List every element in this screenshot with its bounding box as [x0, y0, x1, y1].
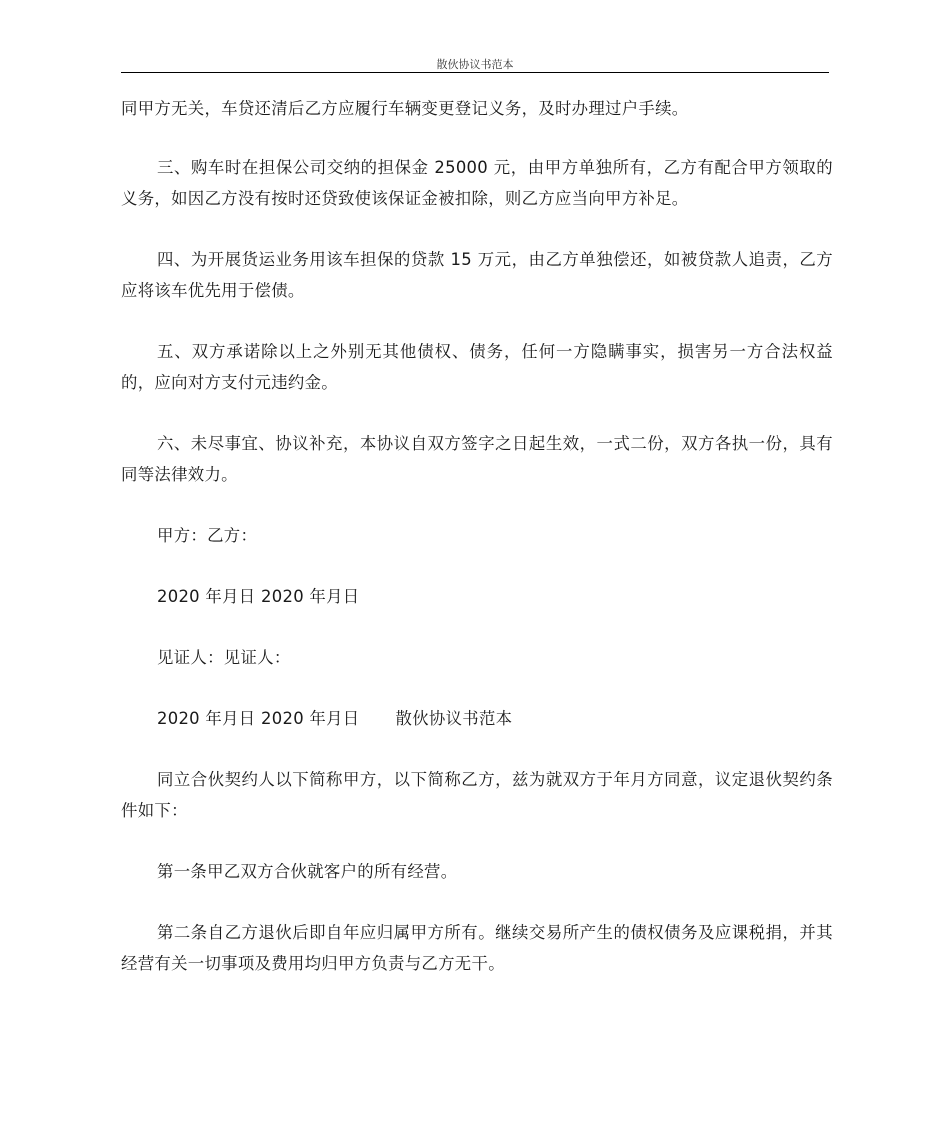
- paragraph-continued: 同甲方无关，车贷还清后乙方应履行车辆变更登记义务，及时办理过户手续。: [121, 99, 689, 118]
- witness-dates-and-title: [121, 703, 833, 734]
- witness-line: 见证人：见证人：: [157, 648, 291, 667]
- second-document-title: 散伙协议书范本: [395, 709, 513, 728]
- page-header-title: 散伙协议书范本: [436, 58, 514, 71]
- article-1: 第一条甲乙双方合伙就客户的所有经营。: [157, 862, 458, 881]
- clause-5: 五、双方承诺除以上之外别无其他债权、债务，任何一方隐瞒事实，损害另一方合法权益的，应向对方支付元违约金。: [121, 342, 833, 392]
- signature-parties: 甲方：乙方：: [157, 526, 258, 545]
- clause-3: 三、购车时在担保公司交纳的担保金 25000 元，由甲方单独所有，乙方有配合甲方领取的义务，如因乙方没有按时还贷致使该保证金被扣除，则乙方应当向甲方补足。: [121, 158, 833, 208]
- agreement-intro: 同立合伙契约人以下简称甲方，以下简称乙方，兹为就双方于年月方同意，议定退伙契约条件如下：: [121, 770, 833, 820]
- header-divider: [121, 72, 829, 73]
- article-2: 第二条自乙方退伙后即自年应归属甲方所有。继续交易所产生的债权债务及应课税捐，并其经营有关一切事项及费用均归甲方负责与乙方无干。: [121, 923, 833, 973]
- clause-4: 四、为开展货运业务用该车担保的贷款 15 万元，由乙方单独偿还，如被贷款人追责，乙方应将该车优先用于偿债。: [121, 250, 833, 300]
- document-body: [121, 93, 833, 1009]
- signature-dates: 2020 年月日 2020 年月日: [157, 587, 360, 606]
- clause-6: 六、未尽事宜、协议补充，本协议自双方签字之日起生效，一式二份，双方各执一份，具有同等法律效力。: [121, 434, 833, 484]
- witness-dates: 2020 年月日 2020 年月日: [157, 709, 360, 728]
